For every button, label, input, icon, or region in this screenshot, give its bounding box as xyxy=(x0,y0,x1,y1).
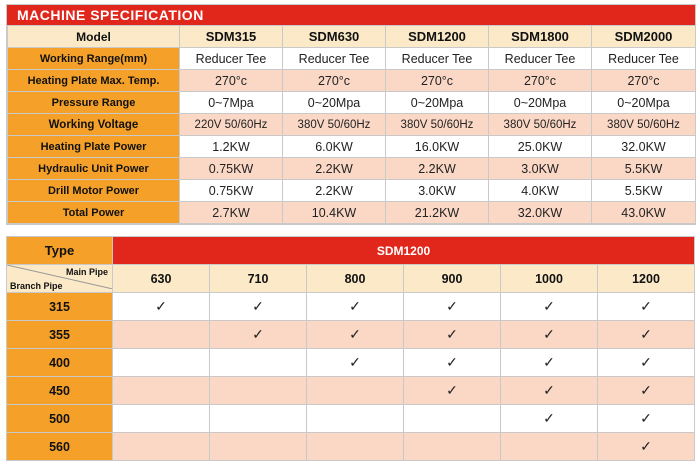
compat-cell xyxy=(404,433,501,461)
spec-value-cell: 0.75KW xyxy=(180,158,283,180)
compat-cell xyxy=(501,293,598,321)
model-name-cell: SDM1200 xyxy=(386,26,489,48)
spec-value-cell: 2.2KW xyxy=(283,158,386,180)
spec-value-cell: 25.0KW xyxy=(489,136,592,158)
pipe-axis-corner-cell xyxy=(7,265,113,293)
spec-value-cell: 4.0KW xyxy=(489,180,592,202)
check-mark-icon: ✓ xyxy=(349,354,361,370)
compat-cell xyxy=(307,405,404,433)
branch-pipe-size-cell: 355 xyxy=(7,321,113,349)
spec-value-cell: 380V 50/60Hz xyxy=(283,114,386,136)
model-name-cell: SDM2000 xyxy=(592,26,696,48)
main-pipe-label: Main Pipe xyxy=(65,267,108,277)
spec-row xyxy=(8,180,696,202)
spec-title: MACHINE SPECIFICATION xyxy=(7,5,695,25)
spec-row-label: Drill Motor Power xyxy=(8,180,180,202)
compat-cell xyxy=(307,377,404,405)
spec-value-cell: 270°c xyxy=(489,70,592,92)
check-mark-icon: ✓ xyxy=(543,298,555,314)
compat-cell xyxy=(598,293,695,321)
main-pipe-size-cell: 800 xyxy=(307,265,404,293)
compat-branch-row xyxy=(7,321,695,349)
spec-value-cell: 0.75KW xyxy=(180,180,283,202)
compat-cell xyxy=(404,349,501,377)
check-mark-icon: ✓ xyxy=(640,410,652,426)
compat-model-cell: SDM1200 xyxy=(113,237,695,265)
spec-value-cell: 16.0KW xyxy=(386,136,489,158)
model-name-cell: SDM315 xyxy=(180,26,283,48)
compat-cell xyxy=(113,377,210,405)
compat-branch-row xyxy=(7,377,695,405)
check-mark-icon: ✓ xyxy=(446,326,458,342)
check-mark-icon: ✓ xyxy=(155,298,167,314)
spec-row xyxy=(8,48,696,70)
compat-cell xyxy=(307,321,404,349)
check-mark-icon: ✓ xyxy=(640,382,652,398)
check-mark-icon: ✓ xyxy=(446,298,458,314)
spec-value-cell: Reducer Tee xyxy=(180,48,283,70)
spec-value-cell: 0~20Mpa xyxy=(592,92,696,114)
compat-cell xyxy=(113,349,210,377)
spec-row xyxy=(8,202,696,224)
spec-row xyxy=(8,114,696,136)
compat-cell xyxy=(404,321,501,349)
spec-value-cell: 380V 50/60Hz xyxy=(386,114,489,136)
check-mark-icon: ✓ xyxy=(543,382,555,398)
compat-cell xyxy=(501,377,598,405)
check-mark-icon: ✓ xyxy=(446,382,458,398)
spec-row-label: Total Power xyxy=(8,202,180,224)
spec-row-label: Heating Plate Max. Temp. xyxy=(8,70,180,92)
spec-value-cell: 0~20Mpa xyxy=(489,92,592,114)
check-mark-icon: ✓ xyxy=(543,326,555,342)
compat-cell xyxy=(598,349,695,377)
compat-main-pipe-row xyxy=(7,265,695,293)
spec-value-cell: 1.2KW xyxy=(180,136,283,158)
spec-row xyxy=(8,136,696,158)
check-mark-icon: ✓ xyxy=(349,298,361,314)
compat-cell xyxy=(404,377,501,405)
compat-cell xyxy=(210,377,307,405)
spec-value-cell: 270°c xyxy=(592,70,696,92)
machine-spec-panel xyxy=(6,4,696,225)
main-pipe-size-cell: 900 xyxy=(404,265,501,293)
spec-value-cell: 0~20Mpa xyxy=(386,92,489,114)
branch-pipe-size-cell: 500 xyxy=(7,405,113,433)
branch-pipe-size-cell: 315 xyxy=(7,293,113,321)
spec-row xyxy=(8,158,696,180)
spec-value-cell: 2.7KW xyxy=(180,202,283,224)
compat-cell xyxy=(210,349,307,377)
spec-value-cell: 0~20Mpa xyxy=(283,92,386,114)
spec-value-cell: Reducer Tee xyxy=(283,48,386,70)
main-pipe-size-cell: 710 xyxy=(210,265,307,293)
check-mark-icon: ✓ xyxy=(543,410,555,426)
spec-header-row xyxy=(8,26,696,48)
main-pipe-size-cell: 1000 xyxy=(501,265,598,293)
spec-value-cell: 32.0KW xyxy=(592,136,696,158)
check-mark-icon: ✓ xyxy=(543,354,555,370)
spec-value-cell: 2.2KW xyxy=(283,180,386,202)
spec-value-cell: 3.0KW xyxy=(386,180,489,202)
compat-cell xyxy=(598,321,695,349)
check-mark-icon: ✓ xyxy=(640,438,652,454)
check-mark-icon: ✓ xyxy=(349,326,361,342)
compat-cell xyxy=(113,321,210,349)
model-header-cell: Model xyxy=(8,26,180,48)
spec-value-cell: 380V 50/60Hz xyxy=(592,114,696,136)
main-pipe-size-cell: 1200 xyxy=(598,265,695,293)
compat-cell xyxy=(404,405,501,433)
spec-value-cell: 21.2KW xyxy=(386,202,489,224)
spec-value-cell: 380V 50/60Hz xyxy=(489,114,592,136)
branch-pipe-size-cell: 450 xyxy=(7,377,113,405)
spec-value-cell: 32.0KW xyxy=(489,202,592,224)
spec-value-cell: 270°c xyxy=(283,70,386,92)
compat-cell xyxy=(307,349,404,377)
compat-cell xyxy=(113,405,210,433)
main-pipe-size-cell: 630 xyxy=(113,265,210,293)
spec-row-label: Pressure Range xyxy=(8,92,180,114)
spec-row-label: Heating Plate Power xyxy=(8,136,180,158)
spec-value-cell: 0~7Mpa xyxy=(180,92,283,114)
compat-type-row xyxy=(7,237,695,265)
model-name-cell: SDM630 xyxy=(283,26,386,48)
spec-value-cell: Reducer Tee xyxy=(592,48,696,70)
compat-cell xyxy=(210,293,307,321)
compat-cell xyxy=(501,349,598,377)
spec-value-cell: 5.5KW xyxy=(592,158,696,180)
spec-row xyxy=(8,92,696,114)
compat-cell xyxy=(307,293,404,321)
compat-cell xyxy=(598,405,695,433)
check-mark-icon: ✓ xyxy=(640,354,652,370)
spec-value-cell: 270°c xyxy=(386,70,489,92)
compat-cell xyxy=(501,433,598,461)
compat-cell xyxy=(598,433,695,461)
type-label-cell: Type xyxy=(7,237,113,265)
check-mark-icon: ✓ xyxy=(252,326,264,342)
spec-value-cell: 2.2KW xyxy=(386,158,489,180)
compat-cell xyxy=(598,377,695,405)
check-mark-icon: ✓ xyxy=(252,298,264,314)
compat-branch-row xyxy=(7,405,695,433)
spec-value-cell: 270°c xyxy=(180,70,283,92)
compat-cell xyxy=(210,321,307,349)
compat-cell xyxy=(210,433,307,461)
compat-branch-row xyxy=(7,293,695,321)
spec-row-label: Working Voltage xyxy=(8,114,180,136)
spec-row-label: Hydraulic Unit Power xyxy=(8,158,180,180)
compat-cell xyxy=(404,293,501,321)
spec-value-cell: 10.4KW xyxy=(283,202,386,224)
check-mark-icon: ✓ xyxy=(640,326,652,342)
compat-branch-row xyxy=(7,349,695,377)
compat-cell xyxy=(210,405,307,433)
spec-value-cell: Reducer Tee xyxy=(386,48,489,70)
branch-pipe-size-cell: 400 xyxy=(7,349,113,377)
spec-row-label: Working Range(mm) xyxy=(8,48,180,70)
compatibility-table xyxy=(6,236,695,461)
compat-branch-row xyxy=(7,433,695,461)
model-name-cell: SDM1800 xyxy=(489,26,592,48)
check-mark-icon: ✓ xyxy=(640,298,652,314)
compat-cell xyxy=(501,405,598,433)
compat-cell xyxy=(113,433,210,461)
spec-value-cell: 220V 50/60Hz xyxy=(180,114,283,136)
spec-value-cell: 5.5KW xyxy=(592,180,696,202)
compat-cell xyxy=(307,433,404,461)
branch-pipe-size-cell: 560 xyxy=(7,433,113,461)
branch-pipe-label: Branch Pipe xyxy=(10,281,63,291)
spec-value-cell: 6.0KW xyxy=(283,136,386,158)
compatibility-panel xyxy=(6,236,694,461)
spec-row xyxy=(8,70,696,92)
check-mark-icon: ✓ xyxy=(446,354,458,370)
compat-cell xyxy=(113,293,210,321)
spec-value-cell: Reducer Tee xyxy=(489,48,592,70)
spec-value-cell: 3.0KW xyxy=(489,158,592,180)
compat-cell xyxy=(501,321,598,349)
spec-value-cell: 43.0KW xyxy=(592,202,696,224)
spec-table xyxy=(7,25,696,224)
